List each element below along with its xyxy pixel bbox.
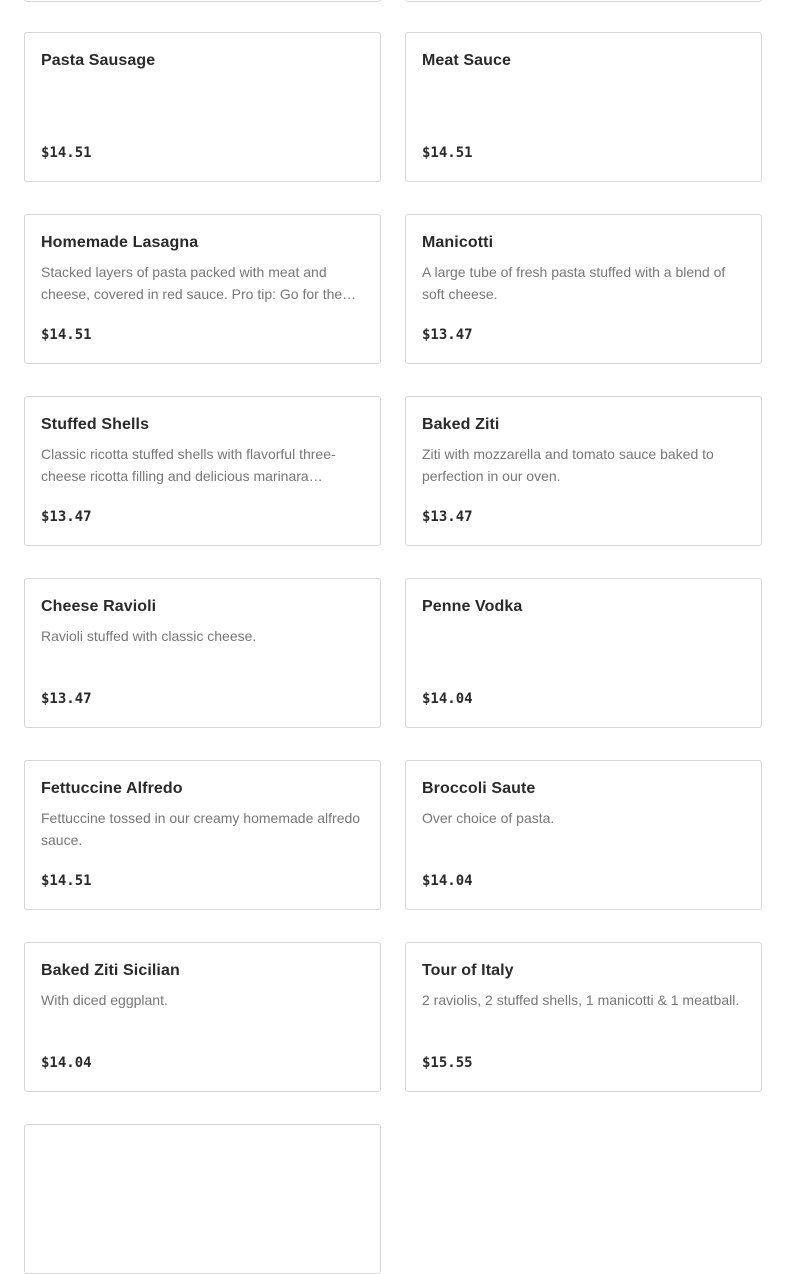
menu-item-name: Broccoli Saute — [422, 780, 536, 797]
menu-item-name: Stuffed Shells — [41, 416, 150, 433]
menu-item-price: $15.55 — [422, 1055, 473, 1071]
menu-item-description: Ravioli stuffed with classic cheese. — [41, 628, 257, 644]
menu-item-name: Manicotti — [422, 234, 494, 251]
menu-item-description: Stacked layers of pasta packed with meat and cheese, covered in red sauce. Pro tip: Go for the… — [41, 264, 357, 302]
menu-item-card[interactable] — [405, 578, 762, 728]
menu-item-price: $14.04 — [422, 691, 473, 707]
menu-item-name: Fettuccine Alfredo — [41, 780, 183, 797]
menu-item-name: Homemade Lasagna — [41, 234, 199, 251]
menu-item-description: Over choice of pasta. — [422, 810, 555, 826]
menu-item-price: $14.04 — [41, 1055, 92, 1071]
menu-item-price: $14.51 — [41, 145, 92, 161]
menu-item-name: Pasta Sausage — [41, 52, 156, 69]
menu-item-name: Meat Sauce — [422, 52, 512, 69]
menu-item-description: A large tube of fresh pasta stuffed with a blend of soft cheese. — [422, 264, 726, 302]
menu-item-card[interactable] — [405, 396, 762, 546]
menu-item-name: Cheese Ravioli — [41, 598, 157, 615]
menu-item-price: $14.04 — [422, 873, 473, 889]
menu-item-card[interactable] — [24, 942, 381, 1092]
menu-item-price: $14.51 — [422, 145, 473, 161]
menu-item-price: $13.47 — [422, 509, 473, 525]
menu-item-description: Ziti with mozzarella and tomato sauce baked to perfection in our oven. — [422, 446, 714, 484]
menu-item-name: Tour of Italy — [422, 962, 514, 979]
menu-item-description: Classic ricotta stuffed shells with flavorful three-cheese ricotta filling and delicious marinara… — [41, 446, 336, 484]
menu-item-description: Fettuccine tossed in our creamy homemade alfredo sauce. — [41, 810, 361, 848]
menu-item-card[interactable] — [24, 214, 381, 364]
menu-item-price: $13.47 — [41, 509, 92, 525]
menu-item-card[interactable] — [405, 214, 762, 364]
menu-item-price: $14.51 — [41, 327, 92, 343]
menu-item-price: $13.47 — [422, 327, 473, 343]
menu-item-card[interactable] — [24, 32, 381, 182]
menu-item-card[interactable] — [24, 760, 381, 910]
menu-item-price: $13.47 — [41, 691, 92, 707]
menu-item-name: Baked Ziti — [422, 416, 500, 433]
menu-item-name: Baked Ziti Sicilian — [41, 962, 180, 979]
menu-item-card-partial[interactable] — [405, 0, 762, 2]
menu-item-card[interactable] — [24, 396, 381, 546]
menu-item-name: Penne Vodka — [422, 598, 523, 615]
menu-item-description: With diced eggplant. — [41, 992, 168, 1008]
menu-item-card[interactable] — [405, 942, 762, 1092]
menu-item-card-partial[interactable] — [24, 1124, 381, 1274]
menu-item-card[interactable] — [405, 32, 762, 182]
menu-item-price: $14.51 — [41, 873, 92, 889]
menu-item-card[interactable] — [24, 578, 381, 728]
menu-item-card-partial[interactable] — [24, 0, 381, 2]
menu-item-card[interactable] — [405, 760, 762, 910]
menu-item-description: 2 raviolis, 2 stuffed shells, 1 manicotti & 1 meatball. — [422, 992, 740, 1008]
